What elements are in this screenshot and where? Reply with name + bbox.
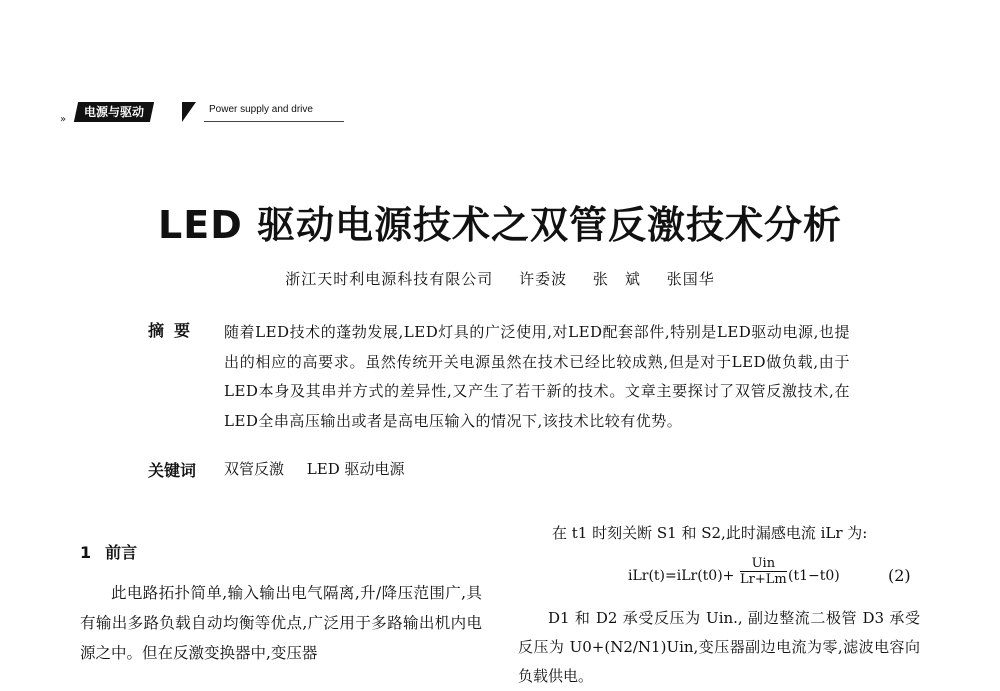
header-rule	[204, 121, 344, 122]
left-column	[80, 578, 482, 668]
keyword: LED 驱动电源	[306, 460, 405, 478]
body-paragraph	[518, 604, 920, 691]
fraction-denominator: Lr+Lm	[740, 572, 787, 587]
double-arrow-icon: »	[60, 114, 67, 125]
body-paragraph-text: D1 和 D2 承受反压为 Uin., 副边整流二极管 D3 承受反压为 U0+(N2/N1)Uin,变压器副边电流为零,滤波电容向负载供电。	[518, 609, 920, 685]
abstract-label: 摘要	[148, 321, 201, 340]
body-line: 在 t1 时刻关断 S1 和 S2,此时漏感电流 iLr 为:	[552, 524, 868, 542]
abstract-text: 随着LED技术的蓬勃发展,LED灯具的广泛使用,对LED配套部件,特别是LED驱动电源,也提出的相应的高要求。虽然传统开关电源虽然在技术已经比较成熟,但是对于LED做负载,由于LED本身及其串并方式的差异性,又产生了若干新的技术。文章主要探讨了双管反激技术,在LED全串高压输出或者是高电压输入的情况下,该技术比较有优势。	[224, 323, 850, 430]
keywords-list	[224, 458, 423, 479]
intro-paragraph: 此电路拓扑简单,输入输出电气隔离,升/降压范围广,具有输出多路负载自动均衡等优点,广泛用于多路输出机内电源之中。但在反激变换器中,变压器	[80, 584, 482, 662]
section-number: 1	[80, 543, 92, 562]
equation-fraction	[740, 556, 787, 587]
paper-title: LED 驱动电源技术之双管反激技术分析	[158, 203, 842, 247]
column-badge	[74, 102, 154, 122]
keyword: 双管反激	[224, 460, 285, 478]
author-line	[0, 268, 1000, 289]
equation-lhs: iLr(t)=iLr(t0)+	[628, 568, 735, 584]
section-title: 前言	[105, 543, 138, 562]
section-heading	[80, 540, 137, 563]
author-name: 张国华	[666, 270, 715, 288]
fraction-numerator: Uin	[740, 556, 787, 572]
affiliation: 浙江天时利电源科技有限公司	[285, 270, 494, 288]
column-badge-label: 电源与驱动	[84, 105, 145, 119]
badge-triangle-decoration	[182, 102, 196, 122]
author-name: 张 斌	[592, 270, 641, 288]
author-name: 许委波	[519, 270, 568, 288]
keywords-label: 关键词	[148, 461, 197, 480]
journal-header	[54, 96, 354, 132]
equation-number: (2)	[888, 566, 911, 585]
equation-2	[518, 554, 920, 600]
equation-rhs: (t1−t0)	[788, 568, 840, 584]
column-english-name: Power supply and drive	[209, 104, 313, 115]
